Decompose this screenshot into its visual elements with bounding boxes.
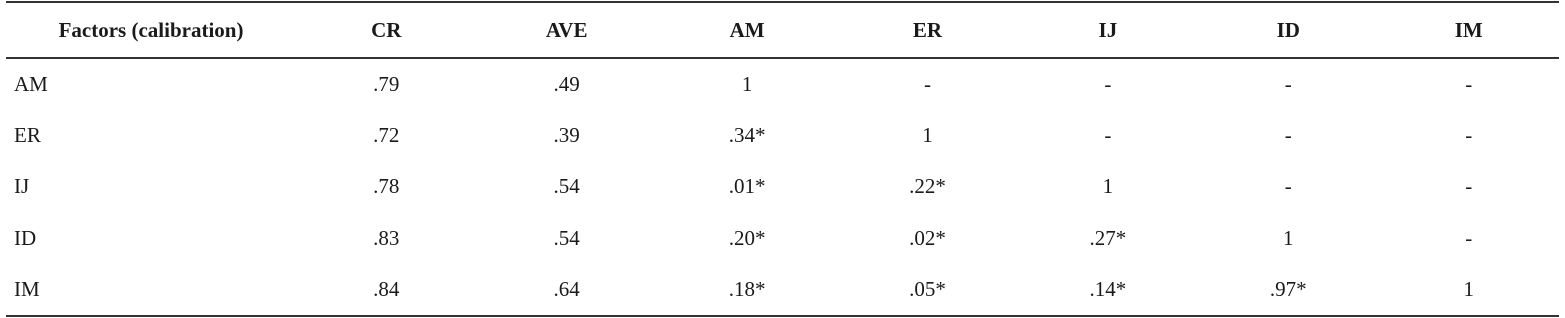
table-row — [6, 110, 1559, 162]
header-factors: Factors (calibration) — [6, 2, 296, 58]
header-am: AM — [657, 2, 837, 58]
cell-im: - — [1465, 122, 1473, 147]
cell-cr: .83 — [373, 226, 400, 251]
cell-ij: - — [1104, 71, 1112, 96]
cell-am: .34* — [728, 122, 766, 147]
cell-id: 1 — [1283, 226, 1294, 251]
cell-er: .02* — [909, 226, 946, 251]
cell-cr: .72 — [373, 122, 400, 147]
row-factor-label: IJ — [14, 174, 30, 199]
cell-ave: .54 — [553, 174, 580, 199]
header-ij: IJ — [1018, 2, 1198, 58]
cell-ij: 1 — [1102, 174, 1114, 199]
row-factor-label: AM — [14, 71, 48, 96]
cell-am: .20* — [728, 226, 766, 251]
cell-am: 1 — [741, 71, 753, 96]
header-im: IM — [1378, 2, 1559, 58]
row-factor-label: ID — [14, 226, 37, 251]
cell-id: - — [1284, 174, 1292, 199]
cell-er: - — [923, 71, 931, 96]
cell-im: - — [1465, 174, 1473, 199]
cell-er: .05* — [837, 264, 1017, 316]
header-cr: CR — [296, 2, 476, 58]
table-row — [6, 58, 1559, 110]
cell-ij: .27* — [1089, 226, 1127, 251]
cell-cr: .79 — [373, 71, 400, 96]
table-header — [6, 2, 1559, 58]
cell-id: - — [1284, 71, 1292, 96]
cell-ave: .49 — [553, 71, 580, 96]
cell-id: .97* — [1198, 264, 1378, 316]
header-id: ID — [1198, 2, 1378, 58]
header-ave: AVE — [476, 2, 656, 58]
table-row — [6, 161, 1559, 213]
cell-ij: - — [1104, 122, 1112, 147]
table-body — [6, 58, 1559, 316]
cell-am: .18* — [657, 264, 837, 316]
cell-ij: .14* — [1018, 264, 1198, 316]
cell-cr: .84 — [296, 264, 476, 316]
cell-am: .01* — [728, 174, 766, 199]
cell-ave: .54 — [553, 226, 580, 251]
cell-im: - — [1465, 71, 1473, 96]
cell-er: .22* — [909, 174, 946, 199]
row-factor-label: ER — [14, 122, 41, 147]
cell-id: - — [1284, 122, 1292, 147]
header-row — [6, 2, 1559, 58]
row-factor-label: IM — [6, 264, 296, 316]
table-row — [6, 264, 1559, 316]
table-row — [6, 213, 1559, 265]
cell-im: - — [1465, 226, 1473, 251]
cell-ave: .64 — [476, 264, 656, 316]
cell-ave: .39 — [553, 122, 580, 147]
cell-im: 1 — [1378, 264, 1559, 316]
header-er: ER — [837, 2, 1017, 58]
factor-correlation-table — [6, 1, 1559, 317]
cell-cr: .78 — [373, 174, 400, 199]
cell-er: 1 — [922, 122, 933, 147]
